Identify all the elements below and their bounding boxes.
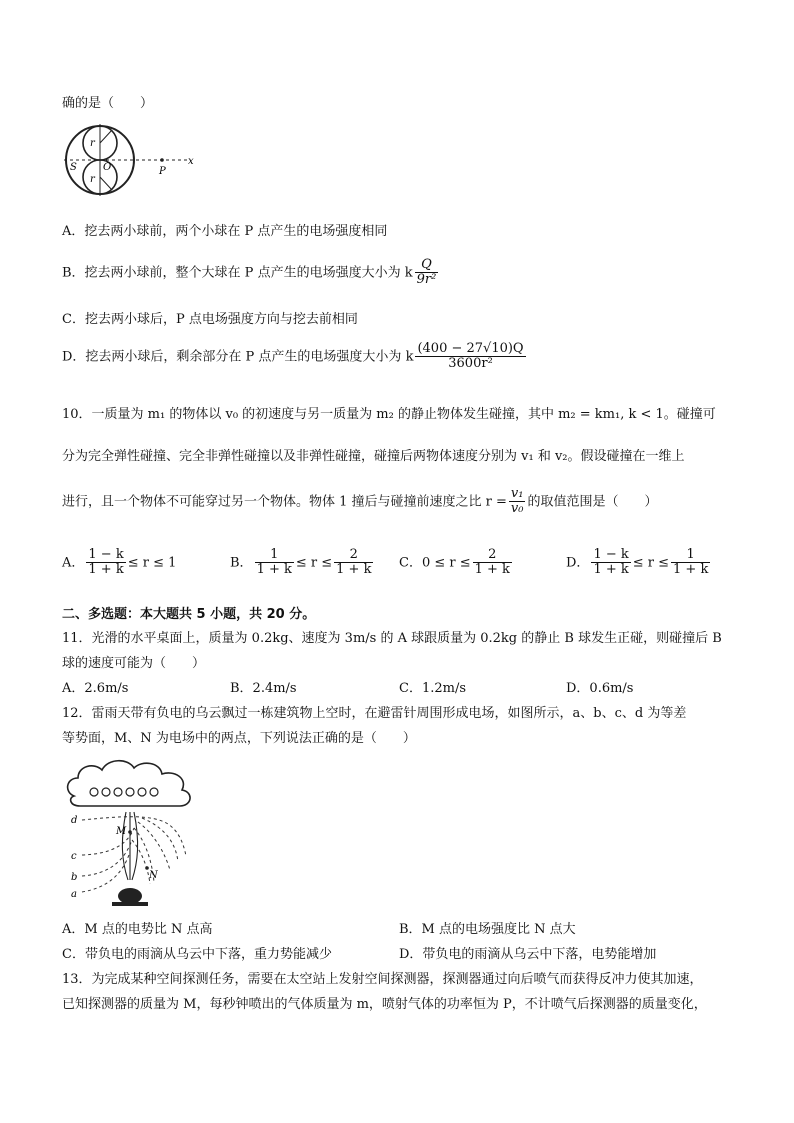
q12-fig-a: a (71, 889, 77, 900)
q12-option-a: A．M 点的电势比 N 点高 (62, 922, 213, 937)
q10-b-label: B． (230, 555, 253, 571)
q11-line1: 11．光滑的水平桌面上，质量为 0.2kg、速度为 3m/s 的 A 球跟质量为 0.2kg 的静止 B 球发生正碰，则碰撞后 B (62, 631, 722, 646)
q12-cloud-figure (62, 752, 212, 907)
q11-line2: 球的速度可能为（ ） (62, 656, 206, 671)
q10-b-num2: 2 (334, 548, 373, 563)
q10-d-mid: ≤ r ≤ (632, 555, 670, 571)
q9-option-b (62, 258, 440, 288)
q11-option-d: D．0.6m/s (566, 681, 634, 696)
q12-option-d: D．带负电的雨滴从乌云中下落，电势能增加 (399, 947, 657, 962)
q9-d-num: (400 − 27√10)Q (417, 341, 524, 356)
q10-a-num: 1 − k (88, 547, 124, 562)
q12-option-b: B．M 点的电场强度比 N 点大 (399, 922, 576, 937)
q9-option-c: C．挖去两小球后，P 点电场强度方向与挖去前相同 (62, 312, 358, 327)
q12-fig-d: d (71, 815, 78, 826)
q10-c-mid: 0 ≤ r ≤ (421, 555, 471, 571)
q10-line1: 10．一质量为 m₁ 的物体以 v₀ 的初速度与另一质量为 m₂ 的静止物体发生碰撞，其中 m₂ = km₁, k < 1。碰撞可 (62, 407, 716, 422)
q9-option-d-text: D．挖去两小球后，剩余部分在 P 点产生的电场强度大小为 k (62, 349, 414, 365)
q11-option-c: C．1.2m/s (399, 681, 466, 696)
q9-fig-x: x (188, 156, 194, 167)
q10-option-b (230, 548, 375, 578)
q13-line2: 已知探测器的质量为 M，每秒钟喷出的气体质量为 m，喷射气体的功率恒为 P，不计喷气后探测器的质量变化， (62, 997, 707, 1012)
q9-option-d (62, 342, 528, 372)
section-heading: 二、多选题：本大题共 5 小题，共 20 分。 (62, 607, 316, 622)
q10-b-mid: ≤ r ≤ (295, 555, 333, 571)
q10-line3-post: 的取值范围是（ ） (527, 494, 658, 510)
q10-c-label: C． (399, 555, 422, 571)
q9-b-num: Q (415, 258, 439, 273)
q10-d-num1: 1 − k (593, 547, 629, 562)
q12-fig-b: b (71, 872, 78, 883)
q9-fig-S: S (70, 162, 77, 173)
q11-option-a: A．2.6m/s (62, 681, 129, 696)
q9-fig-r2: r (90, 174, 95, 185)
q10-d-label: D． (566, 555, 590, 571)
q10-c-num2: 2 (473, 548, 512, 563)
q9-option-b-text: B．挖去两小球前，整个大球在 P 点产生的电场强度大小为 k (62, 265, 413, 281)
q10-a-rest: ≤ r ≤ 1 (127, 555, 177, 571)
q10-d-den2: 1 + k (673, 562, 709, 578)
q10-b-den1: 1 + k (256, 562, 292, 578)
q10-c-den2: 1 + k (474, 562, 510, 578)
q10-b-den2: 1 + k (336, 562, 372, 578)
q10-line3 (62, 487, 658, 517)
q10-a-label: A． (62, 555, 85, 571)
q9-fig-r1: r (90, 138, 95, 149)
q10-b-num1: 1 (255, 548, 294, 563)
q9-fig-O: O (103, 162, 112, 173)
q9-fig-P: P (159, 166, 166, 177)
q10-line3-pre: 进行，且一个物体不可能穿过另一个物体。物体 1 撞后与碰撞前速度之比 r = (62, 494, 507, 510)
q10-option-d (566, 548, 712, 578)
q9-option-a: A．挖去两小球前，两个小球在 P 点产生的电场强度相同 (62, 224, 388, 239)
q11-option-b: B．2.4m/s (230, 681, 297, 696)
q9-sphere-figure (60, 118, 210, 202)
q10-option-c (399, 548, 514, 578)
q12-option-c: C．带负电的雨滴从乌云中下落，重力势能减少 (62, 947, 332, 962)
q12-line2: 等势面，M、N 为电场中的两点，下列说法正确的是（ ） (62, 731, 416, 746)
q10-d-den1: 1 + k (593, 562, 629, 578)
q9-d-den: 3600r² (448, 356, 493, 372)
q10-a-den: 1 + k (88, 562, 124, 578)
q10-option-a (62, 548, 176, 578)
q10-r-num: v₁ (510, 486, 524, 501)
q10-r-den: v₀ (510, 501, 524, 517)
q10-d-num2: 1 (671, 548, 710, 563)
q12-fig-M: M (116, 826, 127, 837)
q9-b-den: 9r² (416, 272, 437, 288)
q9-stem-tail: 确的是（ ） (62, 96, 154, 111)
q12-line1: 12．雷雨天带有负电的乌云飘过一栋建筑物上空时，在避雷针周围形成电场，如图所示，a、b、c、d 为等差 (62, 706, 687, 721)
q13-line1: 13．为完成某种空间探测任务，需要在太空站上发射空间探测器，探测器通过向后喷气而获得反冲力使其加速， (62, 972, 703, 987)
q12-fig-N: N (149, 870, 158, 881)
q12-fig-c: c (71, 851, 77, 862)
q10-line2: 分为完全弹性碰撞、完全非弹性碰撞以及非弹性碰撞，碰撞后两物体速度分别为 v₁ 和 v₂。假设碰撞在一维上 (62, 449, 685, 464)
